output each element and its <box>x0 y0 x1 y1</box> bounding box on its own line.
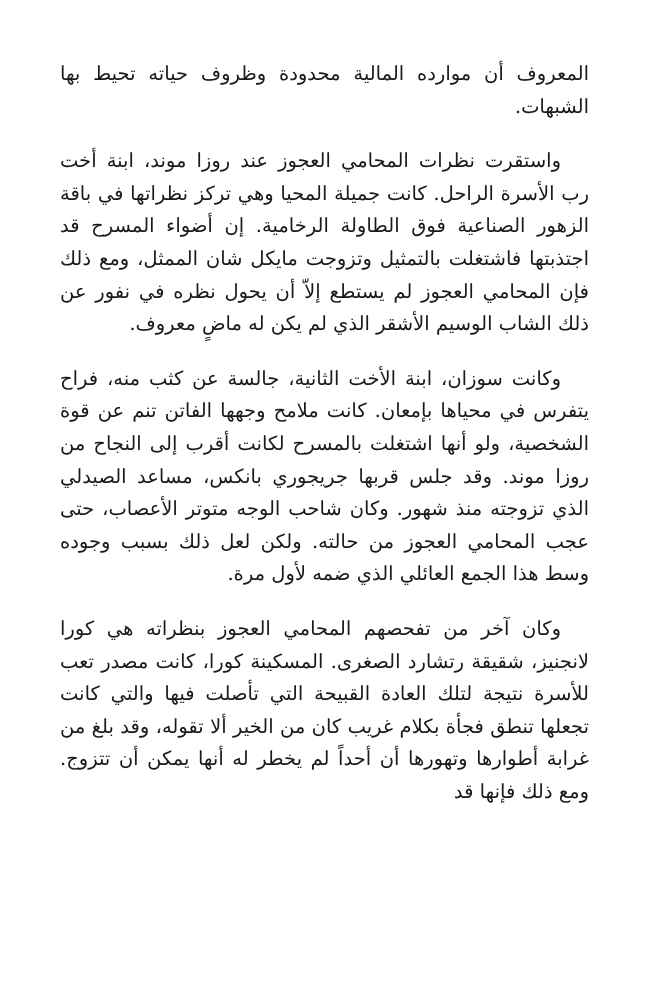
paragraph-2: واستقرت نظرات المحامي العجوز عند روزا موند، ابنة أخت رب الأسرة الراحل. كانت جميلة المحيا وهي تركز نظراتها في باقة الزهور الصناعية فوق الطاولة الرخامية. إن أضواء المسرح قد اجتذبتها فاشتغلت بالتمثيل وتزوجت مايكل شان الممثل، ومع ذلك فإن المحامي العجوز لم يستطع إلاّ أن يحول نظره في نفور عن ذلك الشاب الوسيم الأشقر الذي لم يكن له ماضٍ معروف. <box>60 149 589 336</box>
paragraph-1: المعروف أن موارده المالية محدودة وظروف حياته تحيط بها الشبهات. <box>60 62 589 118</box>
book-page <box>60 58 589 1000</box>
paragraph-3: وكانت سوزان، ابنة الأخت الثانية، جالسة عن كثب منه، فراح يتفرس في محياها بإمعان. كانت ملامح وجهها الفاتن تنم عن قوة الشخصية، ولو أنها اشتغلت بالمسرح لكانت أقرب إلى النجاح من روزا موند. وقد جلس قربها جريجوري بانكس، مساعد الصيدلي الذي تزوجته منذ شهور. وكان شاحب الوجه متوتر الأعصاب، حتى عجب المحامي العجوز من حالته. ولكن لعل ذلك بسبب وجوده وسط هذا الجمع العائلي الذي ضمه لأول مرة. <box>60 366 589 586</box>
paragraph-4: وكان آخر من تفحصهم المحامي العجوز بنظراته هي كورا لانجنيز، شقيقة رتشارد الصغرى. المسكينة كورا، كانت مصدر تعب للأسرة نتيجة لتلك العادة القبيحة التي تأصلت فيها والتي كانت تجعلها تنطق فجأة بكلام غريب كان من الخير ألا تقوله، وقد بلغ من غرابة أطوارها وتهورها أن أحداً لم يخطر له أنها يمكن أن تتزوج. ومع ذلك فإنها قد <box>60 616 589 803</box>
